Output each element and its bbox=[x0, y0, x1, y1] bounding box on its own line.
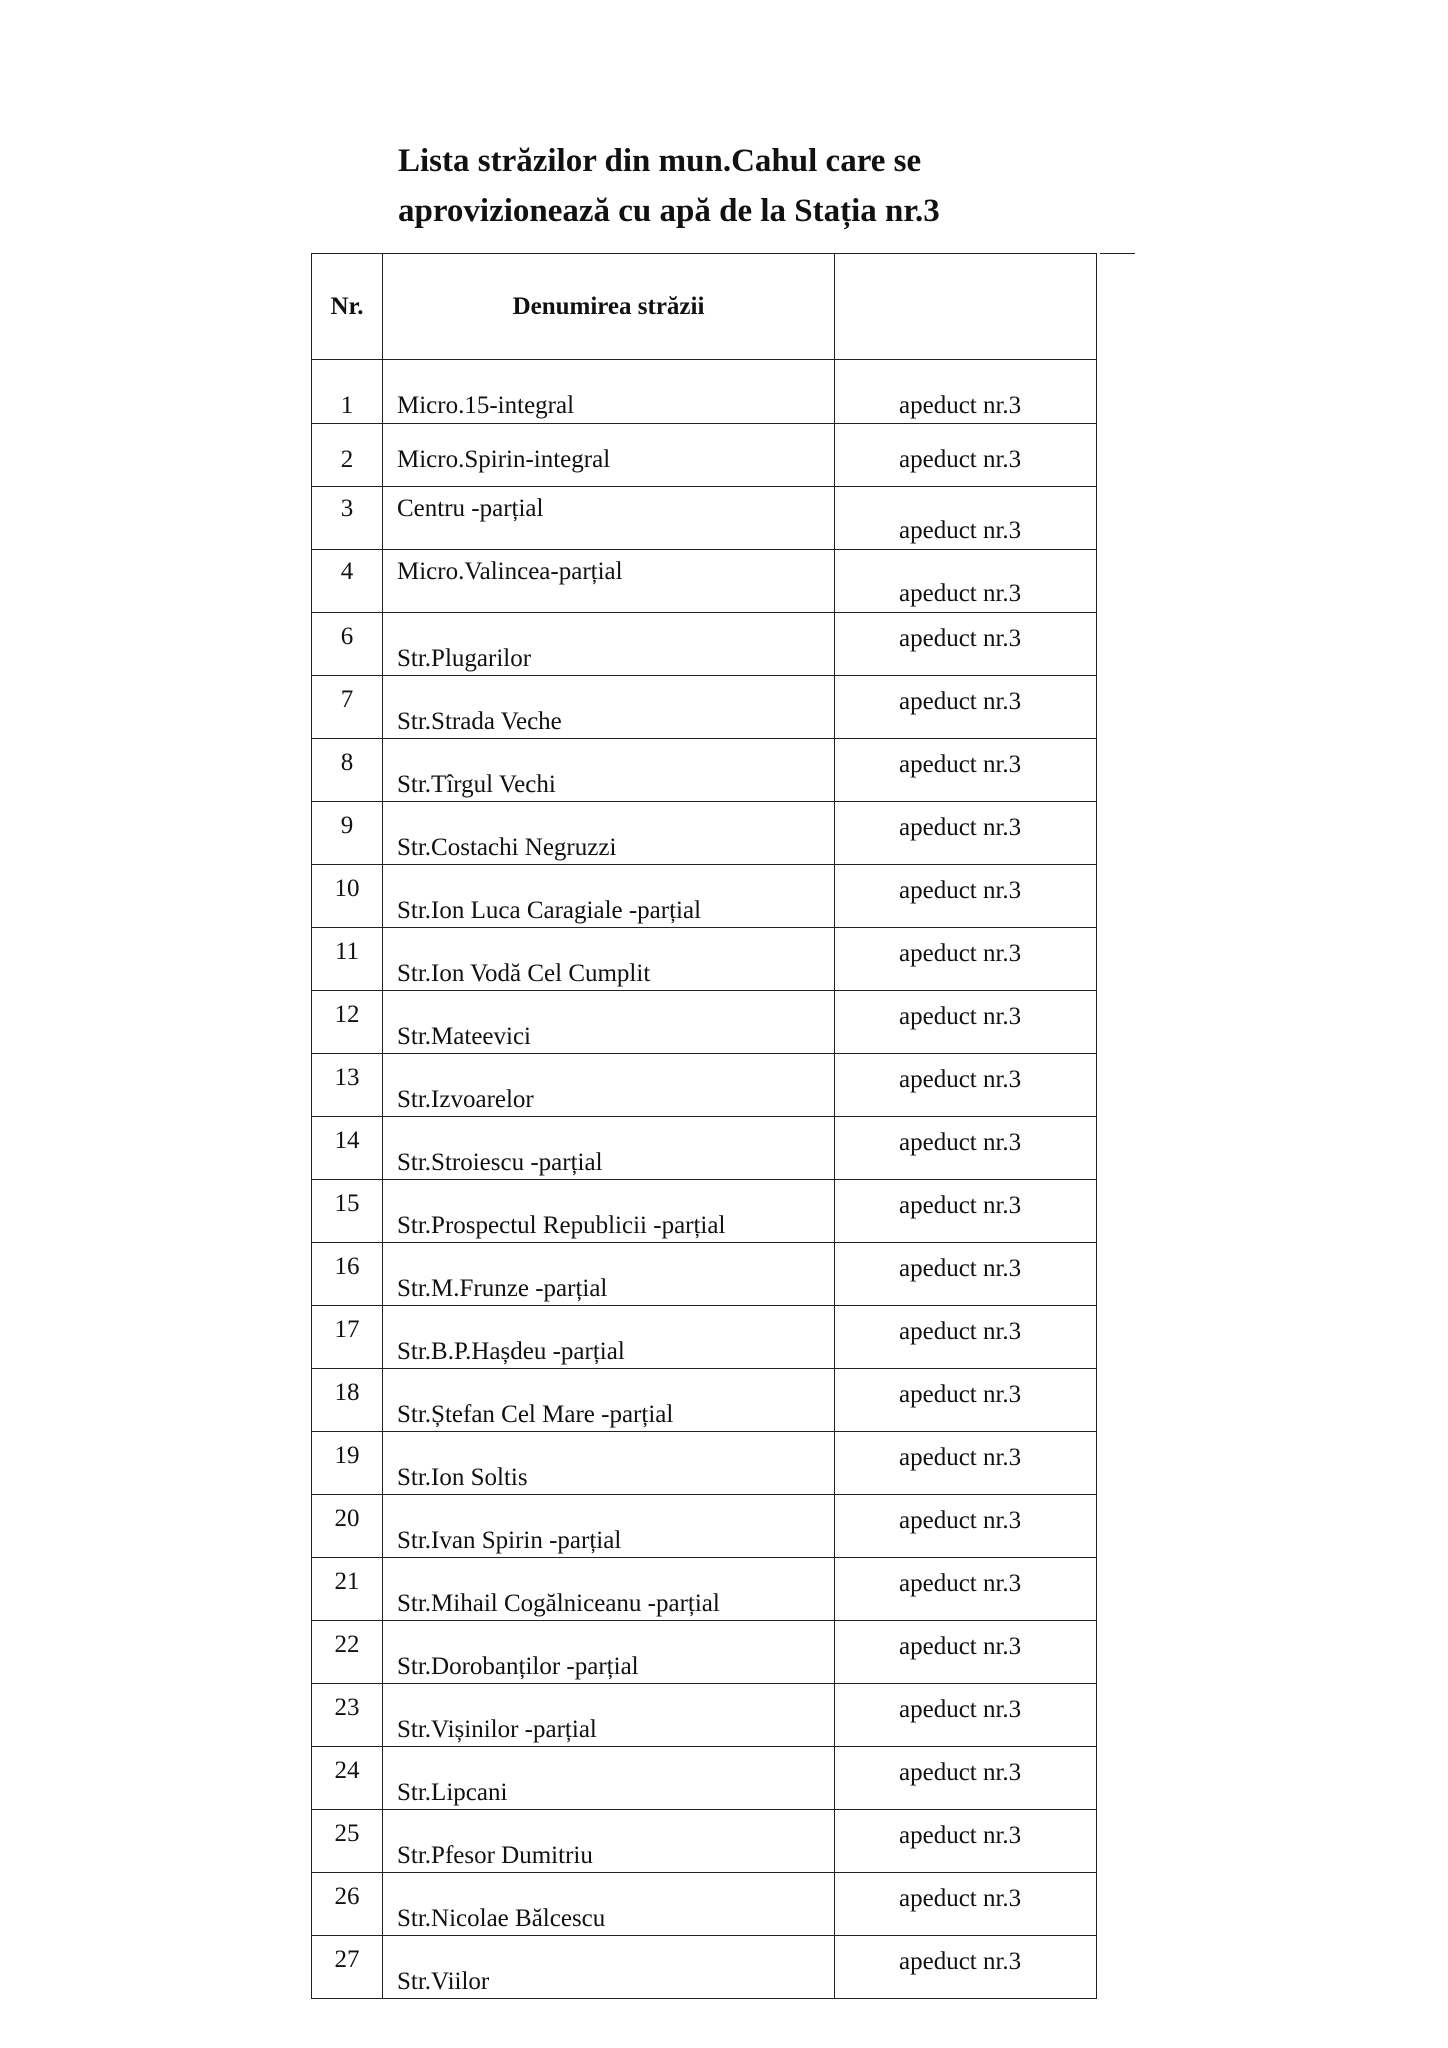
row-number-cell bbox=[312, 1117, 383, 1180]
street-name-cell bbox=[383, 1117, 835, 1180]
street-name: Str.Ștefan Cel Mare -parțial bbox=[397, 1401, 674, 1428]
street-name-cell bbox=[383, 1810, 835, 1873]
header-nr: Nr. bbox=[312, 254, 383, 360]
water-source: apeduct nr.3 bbox=[899, 1570, 1022, 1597]
row-number: 8 bbox=[340, 749, 354, 776]
table-row bbox=[312, 613, 1097, 676]
table-body bbox=[312, 360, 1097, 1999]
water-source-cell bbox=[835, 1180, 1097, 1243]
water-source: apeduct nr.3 bbox=[899, 1381, 1022, 1408]
street-name-cell bbox=[383, 739, 835, 802]
water-source: apeduct nr.3 bbox=[899, 1822, 1022, 1849]
street-name: Str.Izvoarelor bbox=[397, 1086, 534, 1113]
table-row bbox=[312, 928, 1097, 991]
row-number: 19 bbox=[334, 1442, 360, 1469]
water-source: apeduct nr.3 bbox=[899, 1003, 1022, 1030]
table-row bbox=[312, 1369, 1097, 1432]
row-number-cell bbox=[312, 991, 383, 1054]
street-name-cell bbox=[383, 676, 835, 739]
street-name-cell bbox=[383, 1873, 835, 1936]
water-source: apeduct nr.3 bbox=[899, 1885, 1022, 1912]
street-name: Str.Viilor bbox=[397, 1968, 490, 1995]
street-name: Str.Ivan Spirin -parțial bbox=[397, 1527, 622, 1554]
row-number: 15 bbox=[334, 1190, 360, 1217]
water-source-cell bbox=[835, 613, 1097, 676]
row-number-cell bbox=[312, 1621, 383, 1684]
row-number-cell bbox=[312, 739, 383, 802]
street-name: Centru -parțial bbox=[397, 495, 544, 522]
water-source: apeduct nr.3 bbox=[899, 1255, 1022, 1282]
row-number-cell bbox=[312, 360, 383, 424]
water-source: apeduct nr.3 bbox=[899, 1759, 1022, 1786]
water-source-cell bbox=[835, 1369, 1097, 1432]
water-source-cell bbox=[835, 1495, 1097, 1558]
street-name: Str.Mateevici bbox=[397, 1023, 531, 1050]
table-row bbox=[312, 1117, 1097, 1180]
street-name: Str.Prospectul Republicii -parțial bbox=[397, 1212, 726, 1239]
water-source-cell bbox=[835, 1117, 1097, 1180]
row-number: 18 bbox=[334, 1379, 360, 1406]
street-name: Str.Costachi Negruzzi bbox=[397, 834, 617, 861]
street-name: Str.Plugarilor bbox=[397, 645, 532, 672]
table-row bbox=[312, 1558, 1097, 1621]
street-name-cell bbox=[383, 1306, 835, 1369]
row-number: 7 bbox=[340, 686, 354, 713]
water-source: apeduct nr.3 bbox=[899, 1066, 1022, 1093]
table-row bbox=[312, 1432, 1097, 1495]
water-source-cell bbox=[835, 1747, 1097, 1810]
street-name-cell bbox=[383, 1243, 835, 1306]
table-row bbox=[312, 739, 1097, 802]
water-source-cell bbox=[835, 1810, 1097, 1873]
street-name: Str.Nicolae Bălcescu bbox=[397, 1905, 606, 1932]
title-line-2: aprovizionează cu apă de la Stația nr.3 bbox=[398, 193, 940, 229]
street-name-cell bbox=[383, 991, 835, 1054]
water-source: apeduct nr.3 bbox=[899, 625, 1022, 652]
water-source: apeduct nr.3 bbox=[899, 751, 1022, 778]
street-name: Str.Ion Vodă Cel Cumplit bbox=[397, 960, 651, 987]
street-name-cell bbox=[383, 1054, 835, 1117]
row-number: 24 bbox=[334, 1757, 360, 1784]
table-row bbox=[312, 487, 1097, 550]
table-row bbox=[312, 802, 1097, 865]
water-source-cell bbox=[835, 1621, 1097, 1684]
street-name-cell bbox=[383, 487, 835, 550]
table-row bbox=[312, 1684, 1097, 1747]
street-name-cell bbox=[383, 424, 835, 487]
table-row bbox=[312, 676, 1097, 739]
water-source: apeduct nr.3 bbox=[899, 877, 1022, 904]
row-number-cell bbox=[312, 1432, 383, 1495]
row-number-cell bbox=[312, 487, 383, 550]
row-number-cell bbox=[312, 1873, 383, 1936]
street-name: Str.Dorobanților -parțial bbox=[397, 1653, 639, 1680]
row-number: 9 bbox=[340, 812, 354, 839]
table-row bbox=[312, 1054, 1097, 1117]
row-number: 6 bbox=[340, 623, 354, 650]
row-number: 10 bbox=[334, 875, 360, 902]
street-name-cell bbox=[383, 802, 835, 865]
street-name-cell bbox=[383, 1432, 835, 1495]
street-name: Str.Tîrgul Vechi bbox=[397, 771, 556, 798]
street-name: Str.Stroiescu -parțial bbox=[397, 1149, 603, 1176]
row-number: 12 bbox=[334, 1001, 360, 1028]
row-number: 11 bbox=[334, 938, 360, 965]
row-number-cell bbox=[312, 1243, 383, 1306]
table-row bbox=[312, 550, 1097, 613]
row-number: 1 bbox=[340, 392, 354, 419]
water-source: apeduct nr.3 bbox=[899, 1633, 1022, 1660]
row-number: 17 bbox=[334, 1316, 360, 1343]
water-source: apeduct nr.3 bbox=[899, 1129, 1022, 1156]
street-name: Str.B.P.Hașdeu -parțial bbox=[397, 1338, 625, 1365]
water-source-cell bbox=[835, 1306, 1097, 1369]
water-source-cell bbox=[835, 1432, 1097, 1495]
row-number: 16 bbox=[334, 1253, 360, 1280]
row-number-cell bbox=[312, 1180, 383, 1243]
row-number-cell bbox=[312, 424, 383, 487]
water-source: apeduct nr.3 bbox=[899, 580, 1022, 607]
header-street-name: Denumirea străzii bbox=[383, 254, 835, 360]
row-number: 22 bbox=[334, 1631, 360, 1658]
water-source-cell bbox=[835, 550, 1097, 613]
street-name-cell bbox=[383, 360, 835, 424]
row-number-cell bbox=[312, 865, 383, 928]
streets-table bbox=[311, 253, 1097, 1999]
street-name: Micro.Spirin-integral bbox=[397, 446, 611, 473]
table-row bbox=[312, 1873, 1097, 1936]
street-name: Str.Pfesor Dumitriu bbox=[397, 1842, 593, 1869]
water-source-cell bbox=[835, 1054, 1097, 1117]
row-number-cell bbox=[312, 928, 383, 991]
row-number: 26 bbox=[334, 1883, 360, 1910]
water-source: apeduct nr.3 bbox=[899, 446, 1022, 473]
street-name-cell bbox=[383, 1180, 835, 1243]
title-line-1: Lista străzilor din mun.Cahul care se bbox=[398, 143, 922, 179]
row-number-cell bbox=[312, 1495, 383, 1558]
street-name: Micro.15-integral bbox=[397, 392, 575, 419]
street-name-cell bbox=[383, 550, 835, 613]
header-water-source bbox=[835, 254, 1097, 360]
row-number-cell bbox=[312, 802, 383, 865]
row-number-cell bbox=[312, 1684, 383, 1747]
street-name-cell bbox=[383, 865, 835, 928]
row-number-cell bbox=[312, 676, 383, 739]
row-number-cell bbox=[312, 613, 383, 676]
table-row bbox=[312, 1180, 1097, 1243]
street-name-cell bbox=[383, 1495, 835, 1558]
water-source-cell bbox=[835, 676, 1097, 739]
street-name-cell bbox=[383, 1684, 835, 1747]
row-number: 25 bbox=[334, 1820, 360, 1847]
row-number: 3 bbox=[340, 495, 354, 522]
table-row bbox=[312, 1306, 1097, 1369]
row-number-cell bbox=[312, 1558, 383, 1621]
row-number: 27 bbox=[334, 1946, 360, 1973]
water-source: apeduct nr.3 bbox=[899, 1507, 1022, 1534]
water-source-cell bbox=[835, 1936, 1097, 1999]
water-source-cell bbox=[835, 1243, 1097, 1306]
street-name-cell bbox=[383, 1747, 835, 1810]
document-title bbox=[398, 136, 1298, 236]
table-row bbox=[312, 991, 1097, 1054]
table-row bbox=[312, 1747, 1097, 1810]
water-source-cell bbox=[835, 991, 1097, 1054]
table-row bbox=[312, 1621, 1097, 1684]
water-source: apeduct nr.3 bbox=[899, 1444, 1022, 1471]
street-name-cell bbox=[383, 1621, 835, 1684]
row-number: 21 bbox=[334, 1568, 360, 1595]
street-name-cell bbox=[383, 1369, 835, 1432]
water-source: apeduct nr.3 bbox=[899, 1192, 1022, 1219]
street-name: Str.Ion Soltis bbox=[397, 1464, 528, 1491]
street-name: Str.Lipcani bbox=[397, 1779, 508, 1806]
row-number-cell bbox=[312, 1054, 383, 1117]
water-source-cell bbox=[835, 802, 1097, 865]
street-name: Str.Strada Veche bbox=[397, 708, 562, 735]
water-source: apeduct nr.3 bbox=[899, 814, 1022, 841]
table-row bbox=[312, 1936, 1097, 1999]
row-number-cell bbox=[312, 1810, 383, 1873]
table-row bbox=[312, 1810, 1097, 1873]
row-number: 14 bbox=[334, 1127, 360, 1154]
street-name: Str.Mihail Cogălniceanu -parțial bbox=[397, 1590, 720, 1617]
water-source-cell bbox=[835, 424, 1097, 487]
water-source: apeduct nr.3 bbox=[899, 392, 1022, 419]
water-source-cell bbox=[835, 1873, 1097, 1936]
water-source-cell bbox=[835, 739, 1097, 802]
row-number-cell bbox=[312, 1936, 383, 1999]
row-number: 2 bbox=[340, 446, 354, 473]
row-number: 23 bbox=[334, 1694, 360, 1721]
street-name-cell bbox=[383, 1558, 835, 1621]
street-name-cell bbox=[383, 1936, 835, 1999]
table-row bbox=[312, 424, 1097, 487]
water-source: apeduct nr.3 bbox=[899, 1948, 1022, 1975]
street-name: Str.M.Frunze -parțial bbox=[397, 1275, 608, 1302]
table-row bbox=[312, 1243, 1097, 1306]
water-source-cell bbox=[835, 487, 1097, 550]
street-name: Str.Ion Luca Caragiale -parțial bbox=[397, 897, 702, 924]
row-number-cell bbox=[312, 1369, 383, 1432]
water-source-cell bbox=[835, 928, 1097, 991]
row-number-cell bbox=[312, 550, 383, 613]
water-source: apeduct nr.3 bbox=[899, 940, 1022, 967]
water-source-cell bbox=[835, 865, 1097, 928]
table-top-border-extension bbox=[1100, 253, 1135, 254]
street-name-cell bbox=[383, 928, 835, 991]
water-source-cell bbox=[835, 1558, 1097, 1621]
row-number: 4 bbox=[340, 558, 354, 585]
water-source: apeduct nr.3 bbox=[899, 1318, 1022, 1345]
row-number: 13 bbox=[334, 1064, 360, 1091]
water-source: apeduct nr.3 bbox=[899, 688, 1022, 715]
table-row bbox=[312, 1495, 1097, 1558]
street-name: Str.Vișinilor -parțial bbox=[397, 1716, 597, 1743]
street-name-cell bbox=[383, 613, 835, 676]
water-source-cell bbox=[835, 1684, 1097, 1747]
water-source: apeduct nr.3 bbox=[899, 1696, 1022, 1723]
table-row bbox=[312, 360, 1097, 424]
row-number-cell bbox=[312, 1306, 383, 1369]
street-name: Micro.Valincea-parțial bbox=[397, 558, 623, 585]
row-number-cell bbox=[312, 1747, 383, 1810]
water-source-cell bbox=[835, 360, 1097, 424]
water-source: apeduct nr.3 bbox=[899, 517, 1022, 544]
table-row bbox=[312, 865, 1097, 928]
table-header-row bbox=[312, 254, 1097, 360]
row-number: 20 bbox=[334, 1505, 360, 1532]
